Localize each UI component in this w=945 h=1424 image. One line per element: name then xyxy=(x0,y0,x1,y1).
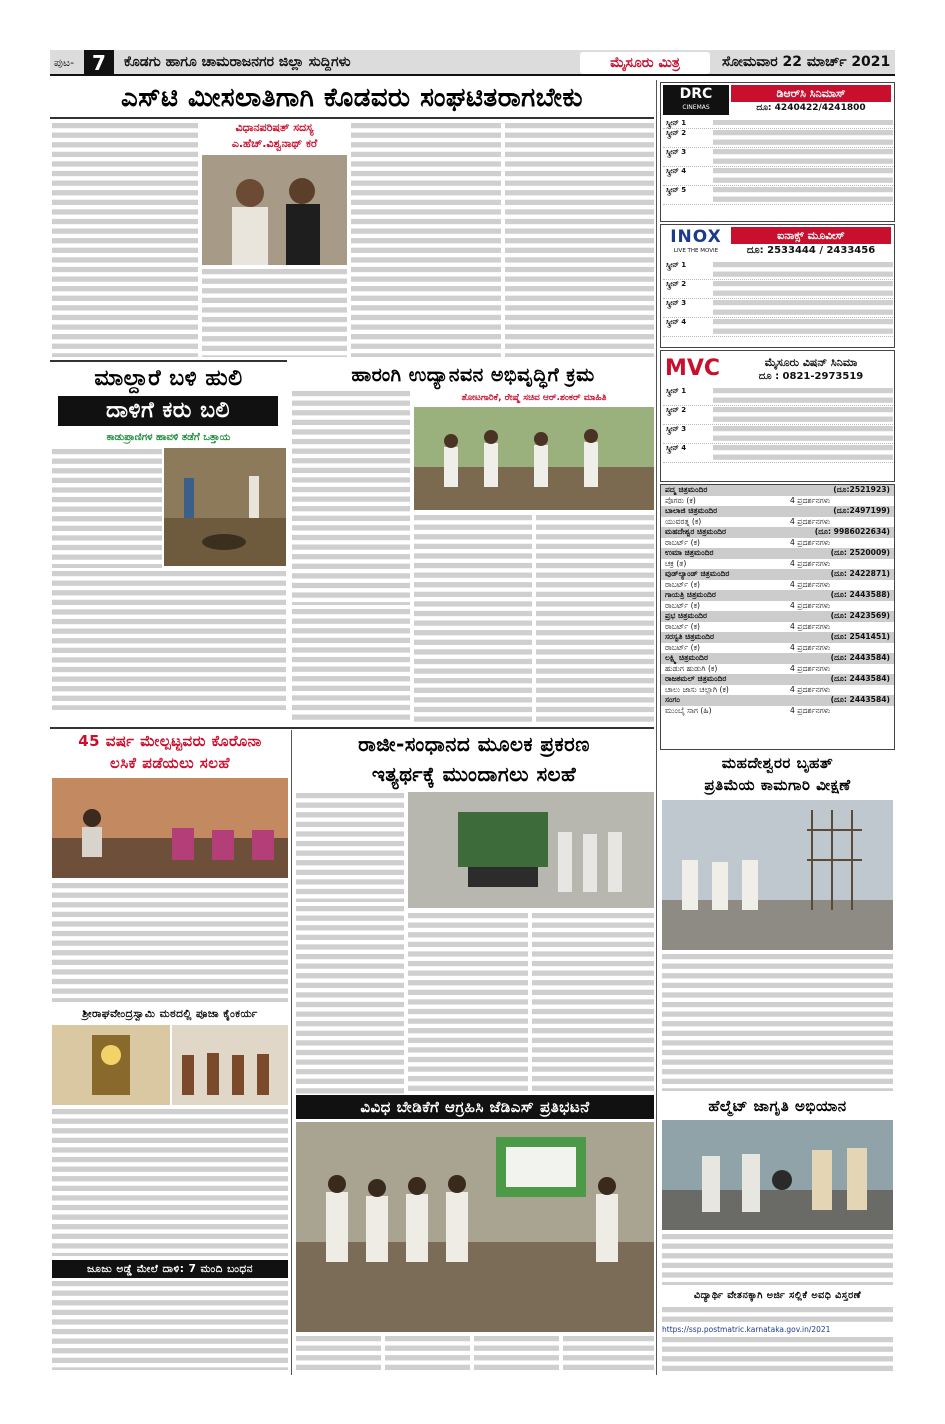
theatre-phone: (ದೂ: 2443584) xyxy=(830,674,890,683)
inox-screen-row xyxy=(663,280,893,299)
movie-title: ಚಾಲು ಜಾಸು ಚಲ್ಲಾಗಿ (ಕ) xyxy=(665,684,729,694)
screen-label: ಸ್ಕ್ರೀನ್ 2 xyxy=(666,129,687,137)
divider xyxy=(50,117,654,119)
helmet-photo xyxy=(662,1120,893,1230)
theatre-name-row xyxy=(661,695,894,706)
temple-body xyxy=(52,1108,288,1256)
arrest-body xyxy=(52,1280,288,1370)
theatre-name: ಪದ್ಮ ಚಿತ್ರಮಂದಿರ xyxy=(665,485,708,494)
adalat-body-col3 xyxy=(408,912,528,1110)
theatre-phone: (ದೂ: 2443584) xyxy=(830,695,890,704)
movie-title: ಮುಂಬೈ ಸಾಗ (ಹಿ) xyxy=(665,705,712,715)
show-count: 4 ಪ್ರದರ್ಶನಗಳು xyxy=(790,684,831,694)
drc-name: ಡಿಆರ್‌ಸಿ ಸಿನಿಮಾಸ್ xyxy=(731,85,891,102)
jds-body-col4 xyxy=(563,1335,654,1373)
movie-title: ಚಕ್ರ (ತ) xyxy=(665,558,687,568)
drc-logo-text: DRC xyxy=(679,86,713,102)
movie-title: ರಾಬರ್ಟ್ (ಕ) xyxy=(665,621,700,631)
theatre-show-row xyxy=(661,643,894,654)
show-count: 4 ಪ್ರದರ್ಶನಗಳು xyxy=(790,642,831,652)
theatre-phone: (ದೂ: 2443588) xyxy=(830,590,890,599)
mvc-logo: MVC xyxy=(665,356,721,381)
theatre-phone: (ದೂ:2497199) xyxy=(833,506,890,515)
vaccine-sub-story: ಶ್ರೀರಾಘವೇಂದ್ರಸ್ವಾಮಿ ಮಠದಲ್ಲಿ ಪೂಜಾ ಕೈಂಕರ್ಯ xyxy=(82,1008,258,1020)
theatre-phone: (ದೂ: 2423569) xyxy=(830,611,890,620)
theatre-name: ವುಡ್‌ಲ್ಯಾಂಡ್ ಚಿತ್ರಮಂದಿರ xyxy=(665,569,730,578)
screen-label: ಸ್ಕ್ರೀನ್ 1 xyxy=(666,387,687,395)
harangi-body-col1 xyxy=(292,390,410,605)
drc-screen-row xyxy=(663,186,893,205)
adalat-body-col2 xyxy=(296,905,404,1110)
harangi-body-col4 xyxy=(292,608,410,724)
theatre-name-row xyxy=(661,653,894,664)
vaccine-photo xyxy=(52,778,288,878)
theatre-show-row xyxy=(661,622,894,633)
screen-label: ಸ್ಕ್ರೀನ್ 2 xyxy=(666,280,687,288)
kodava-caption: ವಿಧಾನಪರಿಷತ್ ಸದಸ್ಯ ಎ.ಹೆಚ್.ವಿಶ್ವನಾಥ್ ಕರೆ xyxy=(231,121,318,150)
theatre-name-row xyxy=(661,506,894,517)
inox-phone: ದೂ: 2533444 / 2433456 xyxy=(746,245,876,256)
screen-label: ಸ್ಕ್ರೀನ್ 3 xyxy=(666,148,687,156)
screen-label: ಸ್ಕ್ರೀನ್ 4 xyxy=(666,444,687,452)
harangi-photo xyxy=(414,407,654,510)
drc-logo-sub: CINEMAS xyxy=(682,104,710,111)
inox-schedule xyxy=(663,261,893,337)
jds-photo xyxy=(296,1122,654,1332)
kodava-body-col4 xyxy=(505,122,654,357)
show-count: 4 ಪ್ರದರ್ಶನಗಳು xyxy=(790,600,831,610)
movie-title: ರಾಬರ್ಟ್ (ಕ) xyxy=(665,579,700,589)
theatre-show-row xyxy=(661,559,894,570)
theatre-name: ಉಮಾ ಚಿತ್ರಮಂದಿರ xyxy=(665,548,714,557)
kodava-body-col2 xyxy=(202,268,347,357)
mvc-screen-row xyxy=(663,444,893,463)
mvc-schedule xyxy=(663,387,893,463)
temple-photo-1 xyxy=(52,1025,170,1105)
drc-screen-row xyxy=(663,129,893,148)
kodava-headline: ಎಸ್‌ಟಿ ಮೀಸಲಾತಿಗಾಗಿ ಕೊಡವರು ಸಂಘಟಿತರಾಗಬೇಕು xyxy=(121,83,583,113)
inox-screen-row xyxy=(663,299,893,318)
page-number: 7 xyxy=(84,50,114,76)
theatre-show-row xyxy=(661,664,894,675)
mvc-name: ಮೈಸೂರು ವಿಷನ್ ಸಿನಿಮಾ xyxy=(764,356,858,369)
screen-label: ಸ್ಕ್ರೀನ್ 3 xyxy=(666,425,687,433)
drc-box xyxy=(660,82,895,222)
theatre-name-row xyxy=(661,527,894,538)
drc-screen-row xyxy=(663,148,893,167)
harangi-body-col3 xyxy=(536,514,654,724)
screen-label: ಸ್ಕ್ರೀನ್ 1 xyxy=(666,119,687,127)
theatre-show-row xyxy=(661,496,894,507)
column-rule xyxy=(291,730,292,1375)
theatre-name: ಲಕ್ಷ್ಮಿ ಚಿತ್ರಮಂದಿರ xyxy=(665,653,708,662)
harangi-body-col2 xyxy=(414,514,532,724)
theatre-show-row xyxy=(661,601,894,612)
mvc-screen-row xyxy=(663,425,893,444)
theatre-phone: (ದೂ: 2422871) xyxy=(830,569,890,578)
screen-label: ಸ್ಕ್ರೀನ್ 1 xyxy=(666,261,687,269)
adalat-body-col4 xyxy=(532,912,654,1110)
divider xyxy=(50,727,654,729)
screen-label: ಸ್ಕ್ರೀನ್ 5 xyxy=(666,186,687,194)
statue-photo xyxy=(662,800,893,950)
theatre-list xyxy=(660,484,895,750)
show-count: 4 ಪ್ರದರ್ಶನಗಳು xyxy=(790,579,831,589)
theatre-name: ಸಂಗಂ xyxy=(665,695,680,704)
adalat-photo xyxy=(408,792,654,908)
theatre-phone: (ದೂ: 2541451) xyxy=(830,632,890,641)
theatre-name: ರಾಜಕಮಲ್ ಚಿತ್ರಮಂದಿರ xyxy=(665,674,727,683)
malladare-headline-2: ದಾಳಿಗೆ ಕರು ಬಲಿ xyxy=(58,396,278,426)
inox-logo-text: INOX xyxy=(670,227,722,247)
theatre-name-row xyxy=(661,674,894,685)
paper-name: ಮೈಸೂರು ಮಿತ್ರ xyxy=(580,52,710,74)
column-rule xyxy=(656,80,657,1375)
theatre-name: ಮಹದೇಶ್ವರ ಚಿತ್ರಮಂದಿರ xyxy=(665,527,727,536)
malladare-body-lead xyxy=(52,448,162,568)
theatre-name: ಬಾಲಾಜಿ ಚಿತ್ರಮಂದಿರ xyxy=(665,506,718,515)
mvc-box xyxy=(660,350,895,482)
theatre-show-row xyxy=(661,580,894,591)
show-count: 4 ಪ್ರದರ್ಶನಗಳು xyxy=(790,516,831,526)
theatre-name-row xyxy=(661,548,894,559)
masthead xyxy=(50,50,895,76)
mvc-screen-row xyxy=(663,406,893,425)
screen-label: ಸ್ಕ್ರೀನ್ 4 xyxy=(666,167,687,175)
show-count: 4 ಪ್ರದರ್ಶನಗಳು xyxy=(790,495,831,505)
jds-body-col3 xyxy=(474,1335,559,1373)
scholarship-headline: ವಿದ್ಯಾರ್ಥಿ ವೇತನಕ್ಕಾಗಿ ಅರ್ಜಿ ಸಲ್ಲಿಕೆ ಅವಧಿ ವಿಸ್ತರಣೆ xyxy=(693,1290,862,1301)
inox-screen-row xyxy=(663,261,893,280)
theatre-show-row xyxy=(661,517,894,528)
malladare-headline-1: ಮಾಲ್ದಾರೆ ಬಳಿ ಹುಲಿ xyxy=(94,366,243,391)
adalat-body-col1 xyxy=(296,792,404,902)
vaccine-body xyxy=(52,882,288,1002)
section-title: ಕೊಡಗು ಹಾಗೂ ಚಾಮರಾಜನಗರ ಜಿಲ್ಲಾ ಸುದ್ದಿಗಳು xyxy=(124,54,351,70)
adalat-headline-1: ರಾಜೀ-ಸಂಧಾನದ ಮೂಲಕ ಪ್ರಕರಣ xyxy=(358,732,590,756)
helmet-body xyxy=(662,1233,893,1285)
jds-headline: ವಿವಿಧ ಬೇಡಿಕೆಗೆ ಆಗ್ರಹಿಸಿ ಜೆಡಿಎಸ್ ಪ್ರತಿಭಟನೆ xyxy=(296,1095,654,1119)
statue-headline-1: ಮಹದೇಶ್ವರರ ಬೃಹತ್ xyxy=(721,754,834,772)
jds-body-col1 xyxy=(296,1335,381,1373)
kodava-body-col3 xyxy=(351,122,501,357)
kodava-photo xyxy=(202,155,347,265)
movie-title: ರಾಬರ್ಟ್ (ಕ) xyxy=(665,642,700,652)
theatre-phone: (ದೂ:2521923) xyxy=(833,485,890,494)
inox-logo xyxy=(663,227,729,257)
theatre-name-row xyxy=(661,590,894,601)
adalat-headline-2: ಇತ್ಯರ್ಥಕ್ಕೆ ಮುಂದಾಗಲು ಸಲಹೆ xyxy=(371,762,577,786)
screen-label: ಸ್ಕ್ರೀನ್ 3 xyxy=(666,299,687,307)
drc-screen-row xyxy=(663,167,893,186)
theatre-name-row xyxy=(661,569,894,580)
show-count: 4 ಪ್ರದರ್ಶನಗಳು xyxy=(790,705,831,715)
jds-body-col2 xyxy=(385,1335,470,1373)
theatre-name-row xyxy=(661,611,894,622)
screen-label: ಸ್ಕ್ರೀನ್ 4 xyxy=(666,318,687,326)
drc-logo xyxy=(663,85,729,115)
kodava-body-col1 xyxy=(52,122,198,357)
movie-title: ರಾಬರ್ಟ್ (ಕ) xyxy=(665,600,700,610)
statue-headline-2: ಪ್ರತಿಮೆಯ ಕಾಮಗಾರಿ ವೀಕ್ಷಣೆ xyxy=(704,776,851,794)
show-count: 4 ಪ್ರದರ್ಶನಗಳು xyxy=(790,621,831,631)
theatre-name-row xyxy=(661,632,894,643)
page-label: ಪುಟ- xyxy=(54,56,75,69)
scholarship-url: https://ssp.postmatric.karnataka.gov.in/2021 xyxy=(662,1325,831,1334)
theatre-name: ಗಾಯತ್ರಿ ಚಿತ್ರಮಂದಿರ xyxy=(665,590,716,599)
inox-logo-sub: LIVE THE MOVIE xyxy=(673,248,719,254)
harangi-headline: ಹಾರಂಗಿ ಉದ್ಯಾನವನ ಅಭಿವೃದ್ಧಿಗೆ ಕ್ರಮ xyxy=(351,364,595,386)
drc-phone: ದೂ: 4240422/4241800 xyxy=(756,103,866,113)
theatre-name: ಸರಸ್ವತಿ ಚಿತ್ರಮಂದಿರ xyxy=(665,632,715,641)
scholarship-body xyxy=(662,1306,893,1322)
mvc-phone: ದೂ : 0821-2973519 xyxy=(758,371,864,382)
theatre-show-row xyxy=(661,706,894,717)
theatre-show-row xyxy=(661,685,894,696)
drc-screen-row xyxy=(663,119,893,129)
theatre-phone: (ದೂ: 2520009) xyxy=(830,548,890,557)
drc-schedule xyxy=(663,119,893,205)
issue-date: ಸೋಮವಾರ 22 ಮಾರ್ಚ್ 2021 xyxy=(722,54,891,70)
show-count: 4 ಪ್ರದರ್ಶನಗಳು xyxy=(790,663,831,673)
divider xyxy=(50,360,287,362)
mvc-screen-row xyxy=(663,387,893,406)
theatre-show-row xyxy=(661,538,894,549)
vaccine-headline-1: 45 ವರ್ಷ ಮೇಲ್ಪಟ್ಟವರು ಕೊರೊನಾ xyxy=(78,732,262,750)
inox-screen-row xyxy=(663,318,893,337)
show-count: 4 ಪ್ರದರ್ಶನಗಳು xyxy=(790,537,831,547)
show-count: 4 ಪ್ರದರ್ಶನಗಳು xyxy=(790,558,831,568)
vaccine-headline-2: ಲಸಿಕೆ ಪಡೆಯಲು ಸಲಹೆ xyxy=(109,754,230,772)
inox-name: ಐನಾಕ್ಸ್ ಮೂವೀಸ್ xyxy=(731,227,891,244)
theatre-name-row xyxy=(661,485,894,496)
inox-box xyxy=(660,224,895,348)
theatre-phone: (ದೂ: 9986022634) xyxy=(814,527,890,536)
helmet-headline: ಹೆಲ್ಮೆಟ್ ಜಾಗೃತಿ ಅಭಿಯಾನ xyxy=(708,1097,847,1115)
movie-title: ಯುವರತ್ನ (ಕ) xyxy=(665,516,702,526)
scholarship-body-2 xyxy=(662,1336,893,1372)
movie-title: ರಾಬರ್ಟ್ (ಕ) xyxy=(665,537,700,547)
movie-title: ಪೊಗರು (ಕ) xyxy=(665,495,696,505)
arrest-headline: ಜೂಜು ಅಡ್ಡೆ ಮೇಲೆ ದಾಳಿ: 7 ಮಂದಿ ಬಂಧನ xyxy=(52,1260,288,1278)
harangi-photo-caption: ತೋಟಗಾರಿಕೆ, ರೇಷ್ಮೆ ಸಚಿವ ಆರ್.ಶಂಕರ್ ಮಾಹಿತಿ xyxy=(461,393,607,403)
malladare-body xyxy=(52,570,286,710)
statue-body xyxy=(662,953,893,1091)
temple-photo-2 xyxy=(172,1025,288,1105)
screen-label: ಸ್ಕ್ರೀನ್ 2 xyxy=(666,406,687,414)
movie-title: ಹುಡುಗ ಹುಡುಗಿ (ಕ) xyxy=(665,663,718,673)
theatre-name: ಪ್ರಭ ಚಿತ್ರಮಂದಿರ xyxy=(665,611,707,620)
malladare-photo xyxy=(164,448,286,566)
malladare-subhead: ಕಾಡುಪ್ರಾಣಿಗಳ ಹಾವಳಿ ತಡೆಗೆ ಒತ್ತಾಯ xyxy=(106,432,231,443)
theatre-phone: (ದೂ: 2443584) xyxy=(830,653,890,662)
